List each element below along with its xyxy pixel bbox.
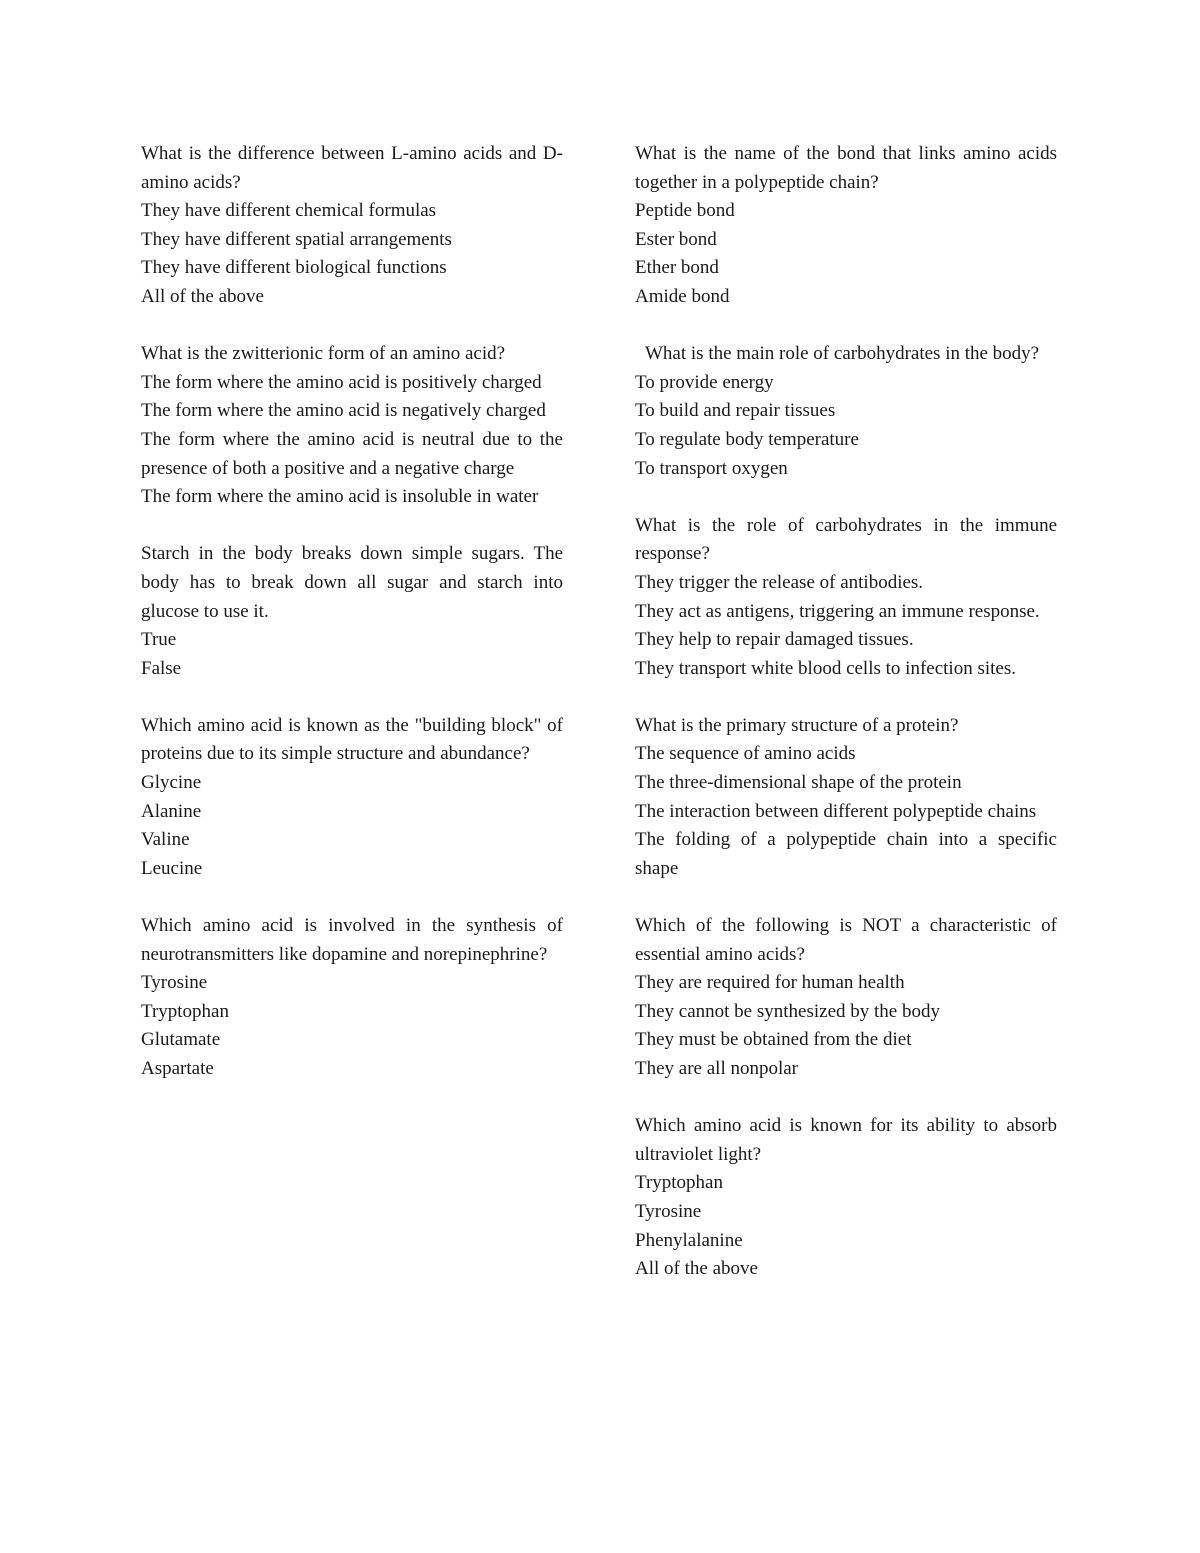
question-block [635, 140, 1057, 312]
answer-option: Phenylalanine [635, 1229, 743, 1251]
answer-option: True [141, 629, 177, 651]
question-text: Which amino acid is known for its ability to absorb ultraviolet light? [635, 1115, 1057, 1165]
question-block [635, 1112, 1057, 1284]
question-text: What is the role of carbohydrates in the immune response? [635, 514, 1057, 565]
question-block [635, 512, 1057, 684]
question-block [141, 712, 563, 884]
answer-option: They are all nonpolar [635, 1058, 799, 1079]
answer-option: Glutamate [141, 1029, 221, 1051]
answer-option: They must be obtained from the diet [635, 1029, 912, 1051]
answer-option: Valine [141, 829, 190, 851]
answer-option: The sequence of amino acids [635, 743, 856, 765]
question-text: Which of the following is NOT a characteristic of essential amino acids? [635, 915, 1057, 965]
answer-option: Ether bond [635, 257, 719, 279]
answer-option: To provide energy [635, 371, 774, 393]
answer-option: To build and repair tissues [635, 400, 836, 422]
question-block [141, 340, 563, 512]
answer-option: They have different spatial arrangements [141, 228, 452, 250]
question-text: Which amino acid is known as the "building block" of proteins due to its simple structure and abundance? [141, 714, 563, 765]
answer-option: Amide bond [635, 285, 730, 307]
answer-option: The form where the amino acid is insoluble in water [141, 486, 539, 508]
answer-option: The folding of a polypeptide chain into a specific shape [635, 829, 1057, 879]
answer-option: The form where the amino acid is negatively charged [141, 400, 546, 422]
question-text: What is the zwitterionic form of an amino acid? [141, 343, 506, 365]
right-column [635, 140, 1057, 1312]
answer-option: They act as antigens, triggering an immune response. [635, 600, 1040, 622]
answer-option: Leucine [141, 857, 203, 879]
answer-option: False [141, 657, 182, 679]
answer-option: They have different biological functions [141, 257, 447, 279]
answer-option: They are required for human health [635, 972, 905, 994]
answer-option: Tyrosine [635, 1200, 702, 1222]
question-text: What is the difference between L-amino acids and D-amino acids? [141, 143, 563, 193]
question-block [635, 912, 1057, 1084]
left-column [141, 140, 563, 1112]
question-text: Which amino acid is involved in the synthesis of neurotransmitters like dopamine and norepinephrine? [141, 915, 563, 965]
question-text: What is the main role of carbohydrates in the body? [645, 343, 1040, 365]
answer-option: They help to repair damaged tissues. [635, 629, 914, 651]
question-text: Starch in the body breaks down simple sugars. The body has to break down all sugar and starch into glucose to use it. [141, 543, 563, 622]
answer-option: Ester bond [635, 228, 717, 250]
answer-option: Glycine [141, 772, 202, 794]
answer-option: Tryptophan [635, 1172, 723, 1194]
answer-option: To transport oxygen [635, 457, 788, 479]
question-block [141, 140, 563, 312]
answer-option: To regulate body temperature [635, 428, 859, 450]
answer-option: They transport white blood cells to infection sites. [635, 657, 1016, 679]
question-text: What is the name of the bond that links amino acids together in a polypeptide chain? [635, 143, 1057, 193]
answer-option: All of the above [635, 1258, 758, 1280]
answer-option: They cannot be synthesized by the body [635, 1000, 940, 1022]
answer-option: The form where the amino acid is neutral due to the presence of both a positive and a negative charge [141, 428, 563, 479]
answer-option: They have different chemical formulas [141, 200, 437, 222]
answer-option: The three-dimensional shape of the protein [635, 772, 962, 794]
answer-option: All of the above [141, 285, 264, 307]
question-block [141, 540, 563, 683]
answer-option: The form where the amino acid is positively charged [141, 371, 542, 393]
answer-option: The interaction between different polypeptide chains [635, 800, 1037, 822]
answer-option: Alanine [141, 800, 202, 822]
question-text: What is the primary structure of a protein? [635, 714, 959, 736]
answer-option: Aspartate [141, 1058, 214, 1079]
answer-option: Tryptophan [141, 1000, 229, 1022]
question-block [141, 912, 563, 1084]
answer-option: Peptide bond [635, 200, 735, 222]
answer-option: Tyrosine [141, 972, 208, 994]
answer-option: They trigger the release of antibodies. [635, 571, 924, 593]
question-block [635, 340, 1057, 483]
question-block [635, 712, 1057, 884]
